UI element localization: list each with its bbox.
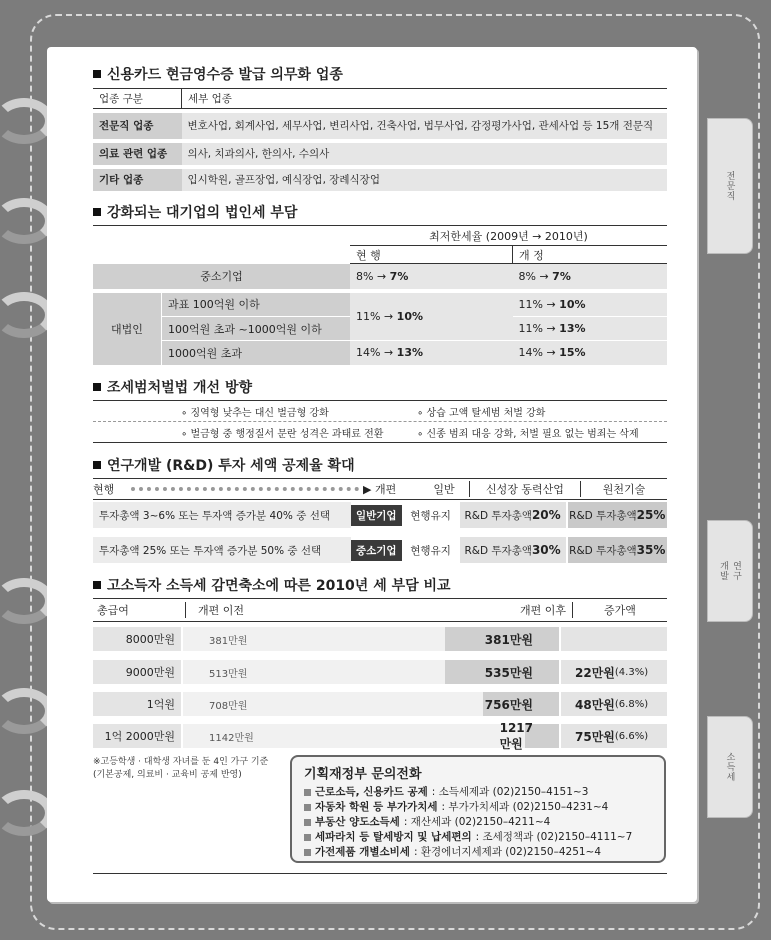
footnote-line: (기본공제, 의료비 · 교육비 공제 반영) — [93, 770, 242, 780]
contact-item: 부동산 양도소득세 : 재산세과 (02)2150–4211~4 — [304, 815, 652, 830]
bullet-square — [304, 834, 311, 841]
bullet-square — [93, 70, 101, 78]
tag-general: 일반기업 — [351, 505, 402, 526]
table-cell: 11% → 10% — [513, 293, 668, 317]
table-row — [93, 692, 667, 716]
bullet-square — [304, 849, 311, 856]
table-cell: 의료 관련 업종 — [93, 143, 182, 165]
section-1-table — [93, 88, 667, 191]
table-cell: 과표 100억원 이하 — [162, 293, 351, 317]
table-cell: R&D 투자총액 35% — [568, 537, 667, 563]
col-general: 일반 — [419, 481, 470, 497]
arrow-line — [131, 487, 359, 491]
contact-item: 자동차 학원 등 부가가치세 : 부가가치세과 (02)2150–4231~4 — [304, 800, 652, 815]
contact-title: 기획재정부 문의전화 — [304, 767, 422, 782]
section-2-title — [93, 202, 667, 222]
table-cell: 투자총액 25% 또는 투자액 증가분 50% 중 선택 — [93, 537, 351, 563]
row-sme: 중소기업 — [93, 264, 350, 289]
table-cell: 기타 업종 — [93, 169, 182, 191]
arrow: ▶ 개편 — [363, 483, 397, 496]
contact-item: 근로소득, 신용카드 공제 : 소득세제과 (02)2150–4151~3 — [304, 785, 652, 800]
table-cell: 현행유지 — [410, 544, 451, 557]
section-3-list — [93, 400, 667, 443]
col-revised: 개 정 — [513, 246, 668, 264]
table-cell: 8% → 7% — [350, 264, 513, 289]
bottom-rule — [93, 873, 667, 874]
bullet-square — [304, 789, 311, 796]
contact-box — [290, 755, 666, 863]
rate-header: 최저한세율 (2009년 → 2010년) — [350, 226, 667, 246]
table-cell: 전문직 업종 — [93, 113, 182, 139]
table-cell: 100억원 초과 ~1000억원 이하 — [162, 317, 351, 341]
tab-rnd[interactable] — [707, 520, 753, 622]
table-cell: 변호사업, 회계사업, 세무사업, 변리사업, 건축사업, 법무사업, 감정평가사업, 관세사업 등 15개 전문직 — [187, 120, 654, 132]
bullet-square — [93, 461, 101, 469]
table-header: 세부 업종 — [188, 93, 232, 105]
section-title-text: 고소득자 소득세 감면축소에 따른 2010년 세 부담 비교 — [107, 578, 451, 594]
cell-after: 381만원 — [445, 627, 559, 651]
section-5-title — [93, 575, 667, 595]
cell-before: 708만원 — [183, 692, 483, 716]
contact-item: 가전제품 개별소비세 : 환경에너지세제과 (02)2150–4251~4 — [304, 845, 652, 860]
list-item: ∘ 상습 고액 탈세범 처벌 강화 — [417, 407, 546, 419]
tag-sme: 중소기업 — [351, 540, 402, 561]
table-row — [93, 720, 667, 751]
cell-before: 1142만원 — [183, 724, 525, 748]
table-cell: R&D 투자총액 25% — [568, 502, 667, 528]
cell-increase — [561, 627, 667, 651]
bullet-square — [93, 383, 101, 391]
rnd-header — [93, 478, 667, 500]
col-new-growth: 신성장 동력산업 — [470, 481, 581, 497]
bullet-square — [93, 208, 101, 216]
list-item: ∘ 징역형 낮추는 대신 벌금형 강화 — [181, 407, 329, 419]
rnd-row-1 — [93, 502, 667, 528]
tab-label: 전문직 — [724, 171, 735, 201]
table-cell: 의사, 치과의사, 한의사, 수의사 — [187, 148, 330, 160]
tab-label: 연구 개발 — [718, 561, 741, 581]
table-cell: 11% → 10% — [350, 293, 513, 341]
table-header: 업종 구분 — [93, 89, 182, 109]
rnd-row-2 — [93, 537, 667, 563]
cell-salary: 9000만원 — [93, 660, 181, 684]
table-cell: 현행유지 — [410, 509, 451, 522]
cell-increase: 75만원 (6.6%) — [561, 724, 667, 748]
tab-label: 소득세 — [724, 752, 735, 782]
table-row — [93, 660, 667, 684]
bullet-square — [304, 804, 311, 811]
cell-increase: 48만원 (6.8%) — [561, 692, 667, 716]
table-cell: 14% → 13% — [350, 341, 513, 365]
tab-income-tax[interactable] — [707, 716, 753, 818]
cell-increase: 22만원 (4.3%) — [561, 660, 667, 684]
table-cell: 입시학원, 골프장업, 예식장업, 장례식장업 — [187, 174, 380, 186]
col-source-tech: 원천기술 — [602, 483, 646, 496]
cell-after: 535만원 — [445, 660, 559, 684]
list-item: ∘ 벌금형 중 행정질서 문란 성격은 과태료 전환 — [181, 428, 384, 440]
section-title-text: 연구개발 (R&D) 투자 세액 공제율 확대 — [107, 458, 355, 474]
table-cell: 1000억원 초과 — [162, 341, 351, 365]
cell-before: 513만원 — [183, 660, 445, 684]
col-salary: 총급여 — [93, 602, 186, 618]
cell-salary: 1억 2000만원 — [93, 724, 181, 748]
table-cell: R&D 투자총액 20% — [460, 502, 566, 528]
cell-before: 381만원 — [183, 627, 445, 651]
section-2-table — [93, 225, 667, 365]
row-large-corp: 대법인 — [93, 293, 162, 365]
col-current: 현 행 — [350, 246, 513, 264]
footnote — [93, 756, 268, 782]
section-title-text: 조세범처벌법 개선 방향 — [107, 380, 252, 396]
contact-item: 세파라치 등 탈세방지 및 납세편의 : 조세정책과 (02)2150–4111~7 — [304, 830, 652, 845]
table-cell: R&D 투자총액 30% — [460, 537, 566, 563]
tab-professional[interactable] — [707, 118, 753, 254]
section-1-title — [93, 64, 667, 84]
table-cell: 8% → 7% — [513, 264, 668, 289]
bullet-square — [304, 819, 311, 826]
section-title-text: 신용카드 현금영수증 발급 의무화 업종 — [107, 67, 343, 83]
table-cell: 11% → 13% — [513, 317, 668, 341]
label-current: 현행 — [93, 483, 115, 496]
footnote-line: ※고등학생 · 대학생 자녀를 둔 4인 가구 기준 — [93, 757, 269, 767]
table-cell: 14% → 15% — [513, 341, 668, 365]
cell-salary: 1억원 — [93, 692, 181, 716]
col-after: 개편 이후 — [498, 602, 573, 618]
section-title-text: 강화되는 대기업의 법인세 부담 — [107, 205, 298, 221]
income-header — [93, 598, 667, 622]
table-row — [93, 627, 667, 651]
cell-after: 756만원 — [483, 692, 559, 716]
bullet-square — [93, 581, 101, 589]
list-item: ∘ 신종 범죄 대응 강화, 처벌 필요 없는 범죄는 삭제 — [417, 428, 639, 440]
col-before: 개편 이전 — [198, 604, 245, 617]
cell-after: 1217만원 — [525, 724, 559, 748]
table-cell: 투자총액 3~6% 또는 투자액 증가분 40% 중 선택 — [93, 502, 351, 528]
cell-salary: 8000만원 — [93, 627, 181, 651]
col-increase: 증가액 — [604, 604, 636, 617]
section-3-title — [93, 377, 667, 397]
section-4-title — [93, 455, 667, 475]
